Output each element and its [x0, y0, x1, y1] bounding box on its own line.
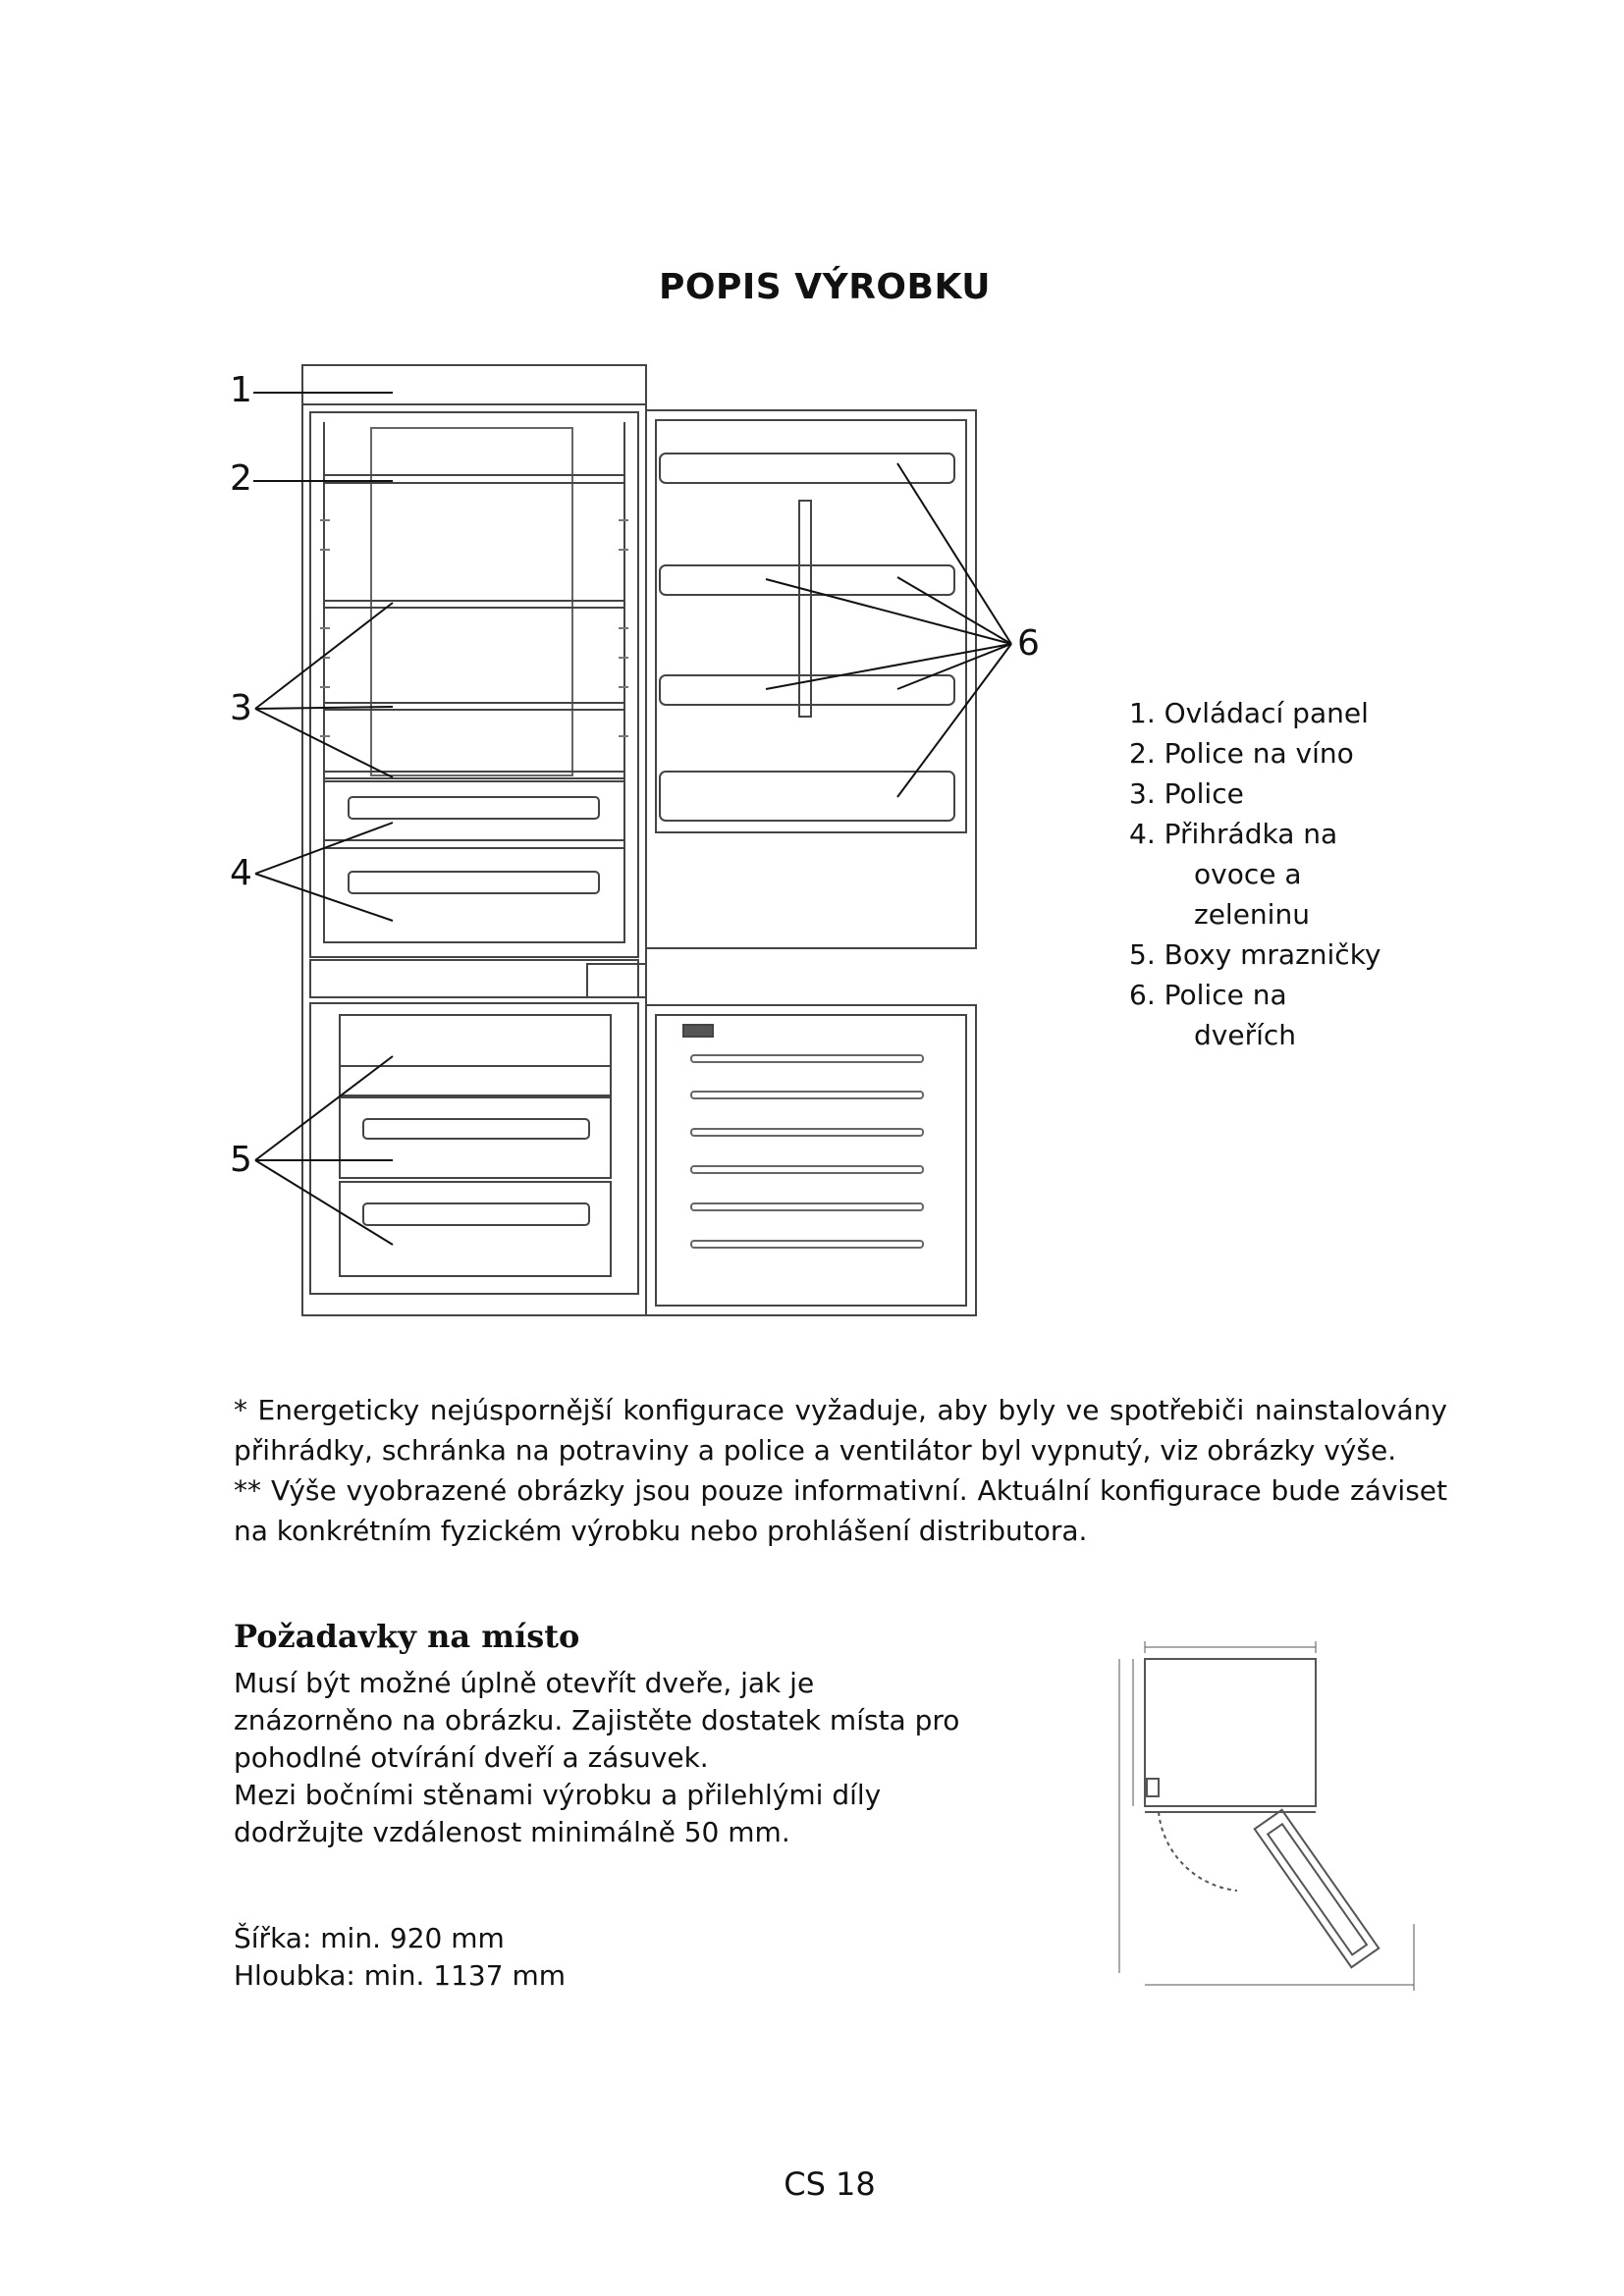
- requirements-paragraph-2: Mezi bočními stěnami výrobku a přilehlými díly dodržujte vzdálenost minimálně 50 mm.: [234, 1779, 882, 1848]
- fridge-outline: [1145, 1659, 1316, 1806]
- legend-item-6: 6. Police na: [1129, 979, 1287, 1011]
- requirements-heading: Požadavky na místo: [234, 1618, 580, 1655]
- page-number: CS 18: [784, 2165, 876, 2203]
- door-shelf-3: [660, 675, 954, 705]
- open-door: [1255, 1810, 1380, 1967]
- freezer-box-3: [340, 1182, 611, 1276]
- crisper-drawer-2: [324, 848, 624, 942]
- callout-6: 6: [1017, 623, 1040, 664]
- note-illustrative: ** Výše vyobrazené obrázky jsou pouze informativní. Aktuální konfigurace bude záviset na konkrétním fyzickém výrobku nebo prohlášení distributora.: [234, 1474, 1447, 1547]
- min-width: Šířka: min. 920 mm: [234, 1922, 505, 1954]
- door-shelf-1: [660, 454, 954, 483]
- page-title: POPIS VÝROBKU: [659, 267, 991, 307]
- legend-item-2: 2. Police na víno: [1129, 737, 1354, 770]
- freezer-box-1: [340, 1066, 611, 1095]
- legend-item-1: 1. Ovládací panel: [1129, 697, 1369, 729]
- requirements-text: [234, 1665, 980, 1851]
- callout-5: 5: [230, 1140, 252, 1180]
- requirements-paragraph-1: Musí být možné úplně otevřít dveře, jak je znázorněno na obrázku. Zajistěte dostatek místa pro pohodlné otvírání dveří a zásuvek.: [234, 1667, 960, 1774]
- callout-2: 2: [230, 458, 252, 499]
- legend-item-3: 3. Police: [1129, 777, 1244, 810]
- door-opening-diagram: [1090, 1629, 1453, 1993]
- energy-notes: [234, 1390, 1447, 1551]
- note-energy: * Energeticky nejúspornější konfigurace vyžaduje, aby byly ve spotřebiči nainstalovány přihrádky, schránka na potraviny a police a ventilátor byl vypnutý, viz obrázky výše.: [234, 1394, 1447, 1467]
- legend-item-5: 5. Boxy mrazničky: [1129, 938, 1381, 971]
- callout-3: 3: [230, 688, 252, 728]
- control-panel: [302, 365, 646, 404]
- legend-item-4-line-3: zeleninu: [1194, 898, 1310, 931]
- freezer-door: [646, 1005, 976, 1315]
- shelf-1: [324, 601, 624, 608]
- legend-item-4: 4. Přihrádka na: [1129, 818, 1338, 850]
- min-dimensions: [234, 1920, 566, 1995]
- callout-4: 4: [230, 853, 252, 893]
- legend-item-4-line-2: ovoce a: [1194, 858, 1302, 890]
- min-depth: Hloubka: min. 1137 mm: [234, 1959, 567, 1992]
- parts-legend: [1129, 693, 1380, 1055]
- legend-item-6-line-2: dveřích: [1194, 1019, 1297, 1051]
- callout-1: 1: [230, 370, 252, 410]
